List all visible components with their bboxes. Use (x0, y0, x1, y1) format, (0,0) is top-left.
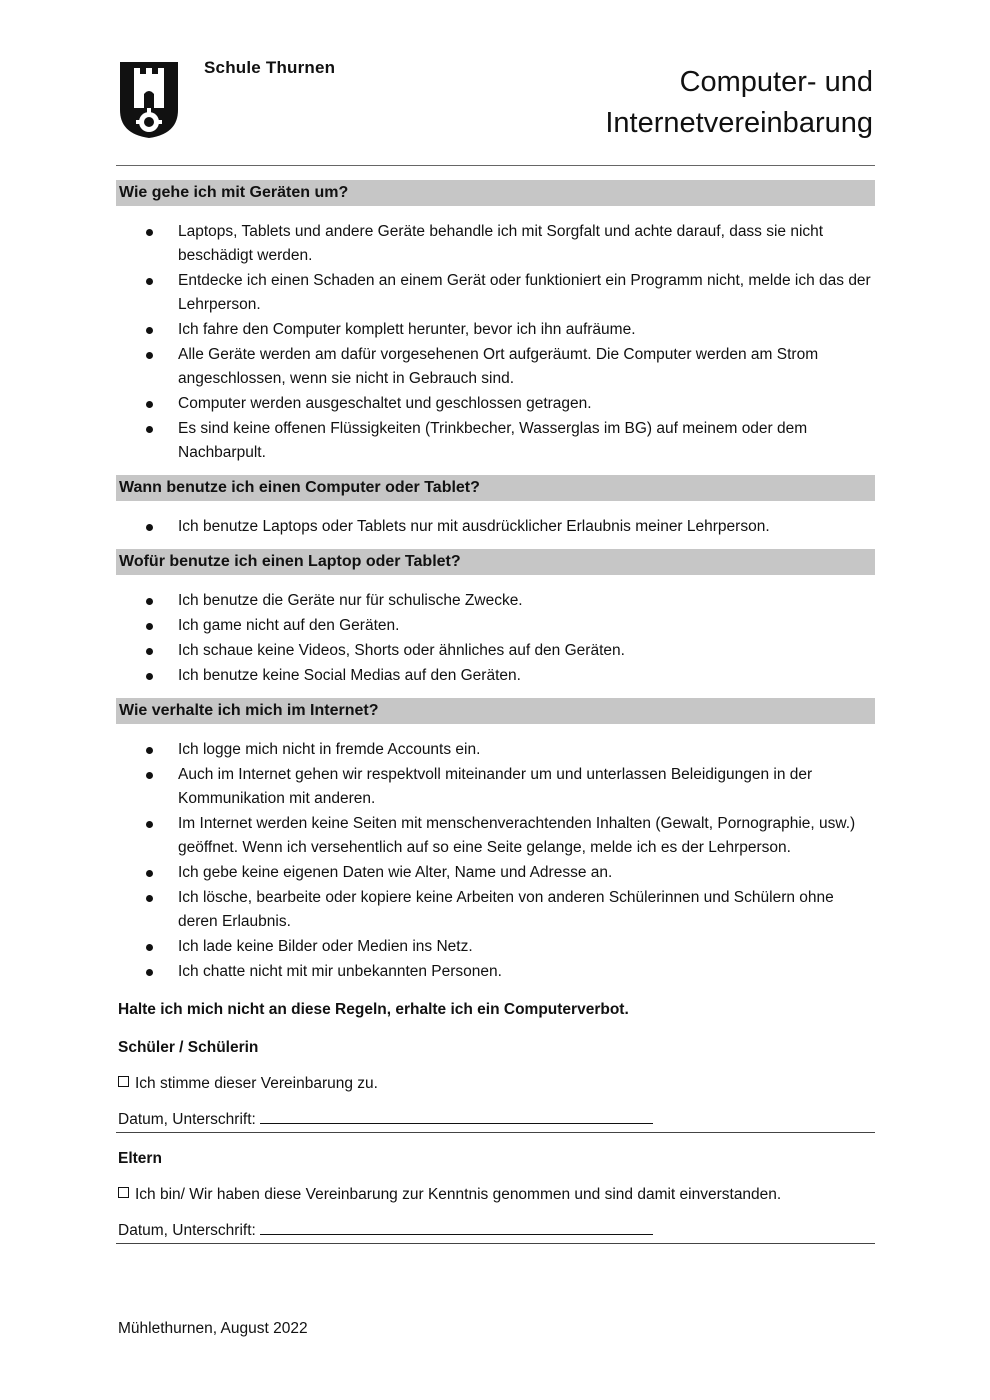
rule-list (116, 220, 875, 465)
list-item: Ich benutze Laptops oder Tablets nur mit ausdrücklicher Erlaubnis meiner Lehrperson. (116, 515, 875, 539)
list-item: Ich lade keine Bilder oder Medien ins Netz. (116, 935, 875, 959)
list-item: Ich logge mich nicht in fremde Accounts ein. (116, 738, 875, 762)
section-when (116, 475, 875, 539)
student-divider (116, 1132, 875, 1133)
student-signature-field[interactable] (260, 1108, 653, 1124)
list-item: Ich benutze keine Social Medias auf den Geräten. (116, 664, 875, 688)
bullet-icon (146, 944, 153, 951)
bullet-icon (146, 352, 153, 359)
rule-list (116, 738, 875, 984)
student-agreement (118, 1072, 875, 1096)
bullet-icon (146, 623, 153, 630)
bullet-icon (146, 648, 153, 655)
bullet-icon (146, 278, 153, 285)
student-heading: Schüler / Schülerin (118, 1039, 259, 1056)
list-item: Ich schaue keine Videos, Shorts oder ähnliches auf den Geräten. (116, 639, 875, 663)
bullet-icon (146, 747, 153, 754)
list-item: Computer werden ausgeschaltet und geschlossen getragen. (116, 392, 875, 416)
section-internet (116, 698, 875, 984)
list-item: Im Internet werden keine Seiten mit menschenverachtenden Inhalten (Gewalt, Pornographie, usw.) geöffnet. Wenn ich versehentlich auf so eine Seite gelange, melde ich es der Lehrperson. (116, 812, 875, 860)
bullet-icon (146, 598, 153, 605)
list-item: Laptops, Tablets und andere Geräte behandle ich mit Sorgfalt und achte darauf, dass sie nicht beschädigt werden. (116, 220, 875, 268)
list-item: Ich gebe keine eigenen Daten wie Alter, Name und Adresse an. (116, 861, 875, 885)
consequence-statement: Halte ich mich nicht an diese Regeln, erhalte ich ein Computerverbot. (118, 1001, 629, 1018)
section-title: Wofür benutze ich einen Laptop oder Tablet? (116, 549, 875, 575)
document-title (605, 62, 873, 144)
student-agreement-label: Ich stimme dieser Vereinbarung zu. (135, 1075, 378, 1092)
footer-place-date: Mühlethurnen, August 2022 (118, 1320, 308, 1337)
section-title: Wie gehe ich mit Geräten um? (116, 180, 875, 206)
parents-agreement-checkbox[interactable] (118, 1187, 129, 1198)
bullet-icon (146, 229, 153, 236)
student-signature-label: Datum, Unterschrift: (118, 1111, 256, 1128)
parents-agreement-label: Ich bin/ Wir haben diese Vereinbarung zur Kenntnis genommen und sind damit einverstanden. (135, 1186, 782, 1203)
parents-agreement (118, 1183, 875, 1207)
section-devices (116, 180, 875, 465)
rule-list (116, 515, 875, 539)
list-item: Es sind keine offenen Flüssigkeiten (Trinkbecher, Wasserglas im BG) auf meinem oder dem Nachbarpult. (116, 417, 875, 465)
bullet-icon (146, 870, 153, 877)
section-title: Wie verhalte ich mich im Internet? (116, 698, 875, 724)
bullet-icon (146, 401, 153, 408)
rule-list (116, 589, 875, 688)
school-name: Schule Thurnen (204, 58, 336, 77)
bullet-icon (146, 673, 153, 680)
bullet-icon (146, 524, 153, 531)
bullet-icon (146, 327, 153, 334)
parents-divider (116, 1243, 875, 1244)
list-item: Alle Geräte werden am dafür vorgesehenen Ort aufgeräumt. Die Computer werden am Strom angeschlossen, wenn sie nicht in Gebrauch sind. (116, 343, 875, 391)
student-signature-row (118, 1108, 875, 1132)
title-line-1: Computer- und (679, 66, 873, 98)
list-item: Ich benutze die Geräte nur für schulische Zwecke. (116, 589, 875, 613)
header-divider (116, 165, 875, 166)
bullet-icon (146, 772, 153, 779)
list-item: Auch im Internet gehen wir respektvoll miteinander um und unterlassen Beleidigungen in der Kommunikation mit anderen. (116, 763, 875, 811)
student-agreement-checkbox[interactable] (118, 1076, 129, 1087)
list-item: Ich lösche, bearbeite oder kopiere keine Arbeiten von anderen Schülerinnen und Schülern ohne deren Erlaubnis. (116, 886, 875, 934)
bullet-icon (146, 969, 153, 976)
list-item: Entdecke ich einen Schaden an einem Gerät oder funktioniert ein Programm nicht, melde ich das der Lehrperson. (116, 269, 875, 317)
list-item: Ich fahre den Computer komplett herunter, bevor ich ihn aufräume. (116, 318, 875, 342)
document-body (116, 180, 875, 1244)
list-item: Ich chatte nicht mit mir unbekannten Personen. (116, 960, 875, 984)
parents-heading: Eltern (118, 1150, 162, 1167)
bullet-icon (146, 821, 153, 828)
bullet-icon (146, 426, 153, 433)
list-item: Ich game nicht auf den Geräten. (116, 614, 875, 638)
title-line-2: Internetvereinbarung (605, 107, 873, 139)
document-header (116, 56, 875, 166)
section-title: Wann benutze ich einen Computer oder Tablet? (116, 475, 875, 501)
section-what-for (116, 549, 875, 688)
parents-signature-row (118, 1219, 875, 1243)
bullet-icon (146, 895, 153, 902)
parents-signature-label: Datum, Unterschrift: (118, 1222, 256, 1239)
parents-signature-field[interactable] (260, 1219, 653, 1235)
school-crest-icon (118, 60, 180, 140)
